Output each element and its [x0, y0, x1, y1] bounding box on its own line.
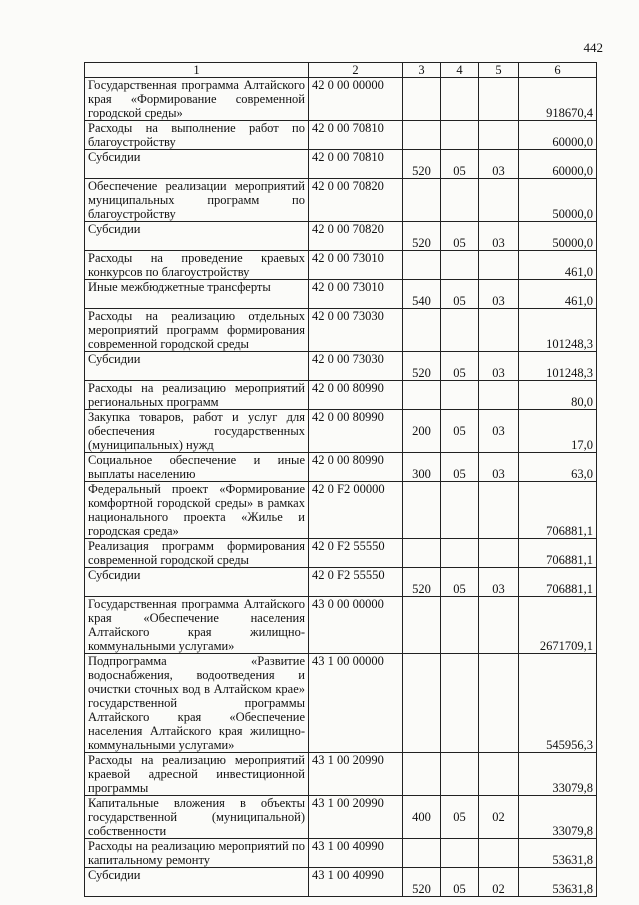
row-sum-cell: 63,0	[519, 453, 597, 482]
row-code-cell: 42 0 00 73010	[309, 280, 403, 309]
row-col5-cell	[479, 121, 519, 150]
row-col4-cell	[441, 654, 479, 753]
row-name-cell: Субсидии	[85, 568, 309, 597]
column-header-2: 2	[309, 63, 403, 78]
row-col4-cell: 05	[441, 352, 479, 381]
row-code-cell: 42 0 00 73030	[309, 309, 403, 352]
row-col5-cell: 03	[479, 410, 519, 453]
row-col4-cell: 05	[441, 150, 479, 179]
row-col3-cell: 520	[403, 150, 441, 179]
row-code-cell: 42 0 00 80990	[309, 453, 403, 482]
table-row	[85, 753, 597, 796]
row-name-cell: Обеспечение реализации мероприятий муниципальных программ по благоустройству	[85, 179, 309, 222]
table-row	[85, 381, 597, 410]
row-col5-cell: 03	[479, 453, 519, 482]
row-col4-cell	[441, 179, 479, 222]
table-row	[85, 868, 597, 897]
row-col3-cell	[403, 597, 441, 654]
table-row	[85, 179, 597, 222]
row-col3-cell	[403, 251, 441, 280]
row-code-cell: 43 1 00 40990	[309, 868, 403, 897]
table-row	[85, 78, 597, 121]
row-sum-cell: 706881,1	[519, 539, 597, 568]
row-col5-cell	[479, 179, 519, 222]
row-col3-cell	[403, 482, 441, 539]
row-code-cell: 42 0 00 73010	[309, 251, 403, 280]
row-col3-cell: 300	[403, 453, 441, 482]
row-col5-cell	[479, 482, 519, 539]
row-name-cell: Иные межбюджетные трансферты	[85, 280, 309, 309]
row-code-cell: 42 0 F2 00000	[309, 482, 403, 539]
row-col5-cell	[479, 309, 519, 352]
row-sum-cell: 918670,4	[519, 78, 597, 121]
row-code-cell: 42 0 00 70810	[309, 121, 403, 150]
row-col3-cell	[403, 179, 441, 222]
row-code-cell: 42 0 F2 55550	[309, 568, 403, 597]
row-col4-cell: 05	[441, 410, 479, 453]
row-col4-cell	[441, 381, 479, 410]
row-col3-cell: 400	[403, 796, 441, 839]
row-name-cell: Субсидии	[85, 150, 309, 179]
row-col5-cell: 03	[479, 568, 519, 597]
row-sum-cell: 706881,1	[519, 568, 597, 597]
row-code-cell: 42 0 00 70820	[309, 222, 403, 251]
row-code-cell: 42 0 00 80990	[309, 381, 403, 410]
row-code-cell: 42 0 00 73030	[309, 352, 403, 381]
row-col4-cell	[441, 482, 479, 539]
table-row	[85, 410, 597, 453]
table-row	[85, 121, 597, 150]
row-sum-cell: 461,0	[519, 251, 597, 280]
row-col3-cell	[403, 381, 441, 410]
table-row	[85, 453, 597, 482]
table-row	[85, 352, 597, 381]
row-code-cell: 43 1 00 40990	[309, 839, 403, 868]
row-code-cell: 42 0 00 70820	[309, 179, 403, 222]
table-row	[85, 796, 597, 839]
table-row	[85, 568, 597, 597]
row-name-cell: Расходы на реализацию мероприятий по капитальному ремонту	[85, 839, 309, 868]
row-col3-cell: 520	[403, 352, 441, 381]
row-name-cell: Социальное обеспечение и иные выплаты населению	[85, 453, 309, 482]
row-name-cell: Расходы на реализацию мероприятий краевой адресной инвестиционной программы	[85, 753, 309, 796]
row-code-cell: 42 0 00 70810	[309, 150, 403, 179]
row-code-cell: 42 0 00 00000	[309, 78, 403, 121]
row-name-cell: Расходы на реализацию отдельных мероприятий программ формирования современной городской среды	[85, 309, 309, 352]
row-code-cell: 42 0 00 80990	[309, 410, 403, 453]
row-code-cell: 43 0 00 00000	[309, 597, 403, 654]
page-number: 442	[583, 40, 603, 55]
row-sum-cell: 50000,0	[519, 179, 597, 222]
table-row	[85, 222, 597, 251]
row-col5-cell: 03	[479, 280, 519, 309]
row-col3-cell: 540	[403, 280, 441, 309]
row-col5-cell: 02	[479, 796, 519, 839]
row-col5-cell	[479, 839, 519, 868]
table-row	[85, 309, 597, 352]
column-header-1: 1	[85, 63, 309, 78]
row-sum-cell: 80,0	[519, 381, 597, 410]
row-sum-cell: 50000,0	[519, 222, 597, 251]
table-header-row	[85, 63, 597, 78]
row-col4-cell: 05	[441, 568, 479, 597]
row-col3-cell	[403, 839, 441, 868]
row-col4-cell	[441, 121, 479, 150]
row-col3-cell	[403, 539, 441, 568]
row-col3-cell: 520	[403, 868, 441, 897]
column-header-5: 5	[479, 63, 519, 78]
row-col3-cell	[403, 753, 441, 796]
column-header-6: 6	[519, 63, 597, 78]
row-col4-cell: 05	[441, 280, 479, 309]
row-name-cell: Закупка товаров, работ и услуг для обеспечения государственных (муниципальных) нужд	[85, 410, 309, 453]
row-name-cell: Государственная программа Алтайского края «Обеспечение населения Алтайского края жилищно-коммунальными услугами»	[85, 597, 309, 654]
row-name-cell: Федеральный проект «Формирование комфортной городской среды» в рамках национального проекта «Жилье и городская среда»	[85, 482, 309, 539]
row-sum-cell: 545956,3	[519, 654, 597, 753]
row-col4-cell	[441, 539, 479, 568]
row-col5-cell	[479, 78, 519, 121]
row-col5-cell	[479, 539, 519, 568]
row-sum-cell: 33079,8	[519, 796, 597, 839]
table-row	[85, 482, 597, 539]
row-name-cell: Субсидии	[85, 352, 309, 381]
row-name-cell: Расходы на реализацию мероприятий региональных программ	[85, 381, 309, 410]
row-col5-cell: 03	[479, 150, 519, 179]
row-code-cell: 43 1 00 00000	[309, 654, 403, 753]
row-col4-cell: 05	[441, 796, 479, 839]
row-sum-cell: 60000,0	[519, 150, 597, 179]
row-col5-cell: 03	[479, 222, 519, 251]
row-code-cell: 43 1 00 20990	[309, 753, 403, 796]
row-name-cell: Расходы на проведение краевых конкурсов по благоустройству	[85, 251, 309, 280]
table-row	[85, 280, 597, 309]
row-col4-cell	[441, 839, 479, 868]
row-col5-cell	[479, 381, 519, 410]
table-row	[85, 251, 597, 280]
row-col5-cell	[479, 251, 519, 280]
row-col5-cell: 03	[479, 352, 519, 381]
row-col3-cell	[403, 309, 441, 352]
row-sum-cell: 53631,8	[519, 868, 597, 897]
row-col4-cell	[441, 251, 479, 280]
row-col5-cell	[479, 654, 519, 753]
row-name-cell: Подпрограмма «Развитие водоснабжения, водоотведения и очистки сточных вод в Алтайском крае» государственной программы Алтайского края «Обеспечение населения Алтайского края жилищно-коммунальными услугами»	[85, 654, 309, 753]
column-header-3: 3	[403, 63, 441, 78]
table-row	[85, 597, 597, 654]
row-name-cell: Субсидии	[85, 222, 309, 251]
row-col4-cell	[441, 309, 479, 352]
row-col5-cell	[479, 597, 519, 654]
row-sum-cell: 53631,8	[519, 839, 597, 868]
row-col4-cell	[441, 597, 479, 654]
budget-table	[84, 62, 597, 897]
row-col3-cell	[403, 78, 441, 121]
column-header-4: 4	[441, 63, 479, 78]
row-col3-cell	[403, 654, 441, 753]
row-name-cell: Субсидии	[85, 868, 309, 897]
row-code-cell: 43 1 00 20990	[309, 796, 403, 839]
row-name-cell: Расходы на выполнение работ по благоустройству	[85, 121, 309, 150]
row-sum-cell: 101248,3	[519, 352, 597, 381]
row-name-cell: Капитальные вложения в объекты государственной (муниципальной) собственности	[85, 796, 309, 839]
row-sum-cell: 17,0	[519, 410, 597, 453]
row-col3-cell: 520	[403, 568, 441, 597]
table-row	[85, 539, 597, 568]
row-sum-cell: 101248,3	[519, 309, 597, 352]
row-col3-cell: 520	[403, 222, 441, 251]
row-code-cell: 42 0 F2 55550	[309, 539, 403, 568]
row-col4-cell: 05	[441, 868, 479, 897]
row-sum-cell: 33079,8	[519, 753, 597, 796]
row-col5-cell	[479, 753, 519, 796]
table-row	[85, 839, 597, 868]
row-sum-cell: 706881,1	[519, 482, 597, 539]
row-col3-cell	[403, 121, 441, 150]
row-sum-cell: 461,0	[519, 280, 597, 309]
row-col4-cell: 05	[441, 222, 479, 251]
table-row	[85, 150, 597, 179]
row-sum-cell: 60000,0	[519, 121, 597, 150]
row-col4-cell	[441, 753, 479, 796]
row-name-cell: Реализация программ формирования современной городской среды	[85, 539, 309, 568]
row-sum-cell: 2671709,1	[519, 597, 597, 654]
row-name-cell: Государственная программа Алтайского края «Формирование современной городской среды»	[85, 78, 309, 121]
row-col4-cell: 05	[441, 453, 479, 482]
table-row	[85, 654, 597, 753]
row-col4-cell	[441, 78, 479, 121]
row-col5-cell: 02	[479, 868, 519, 897]
row-col3-cell: 200	[403, 410, 441, 453]
